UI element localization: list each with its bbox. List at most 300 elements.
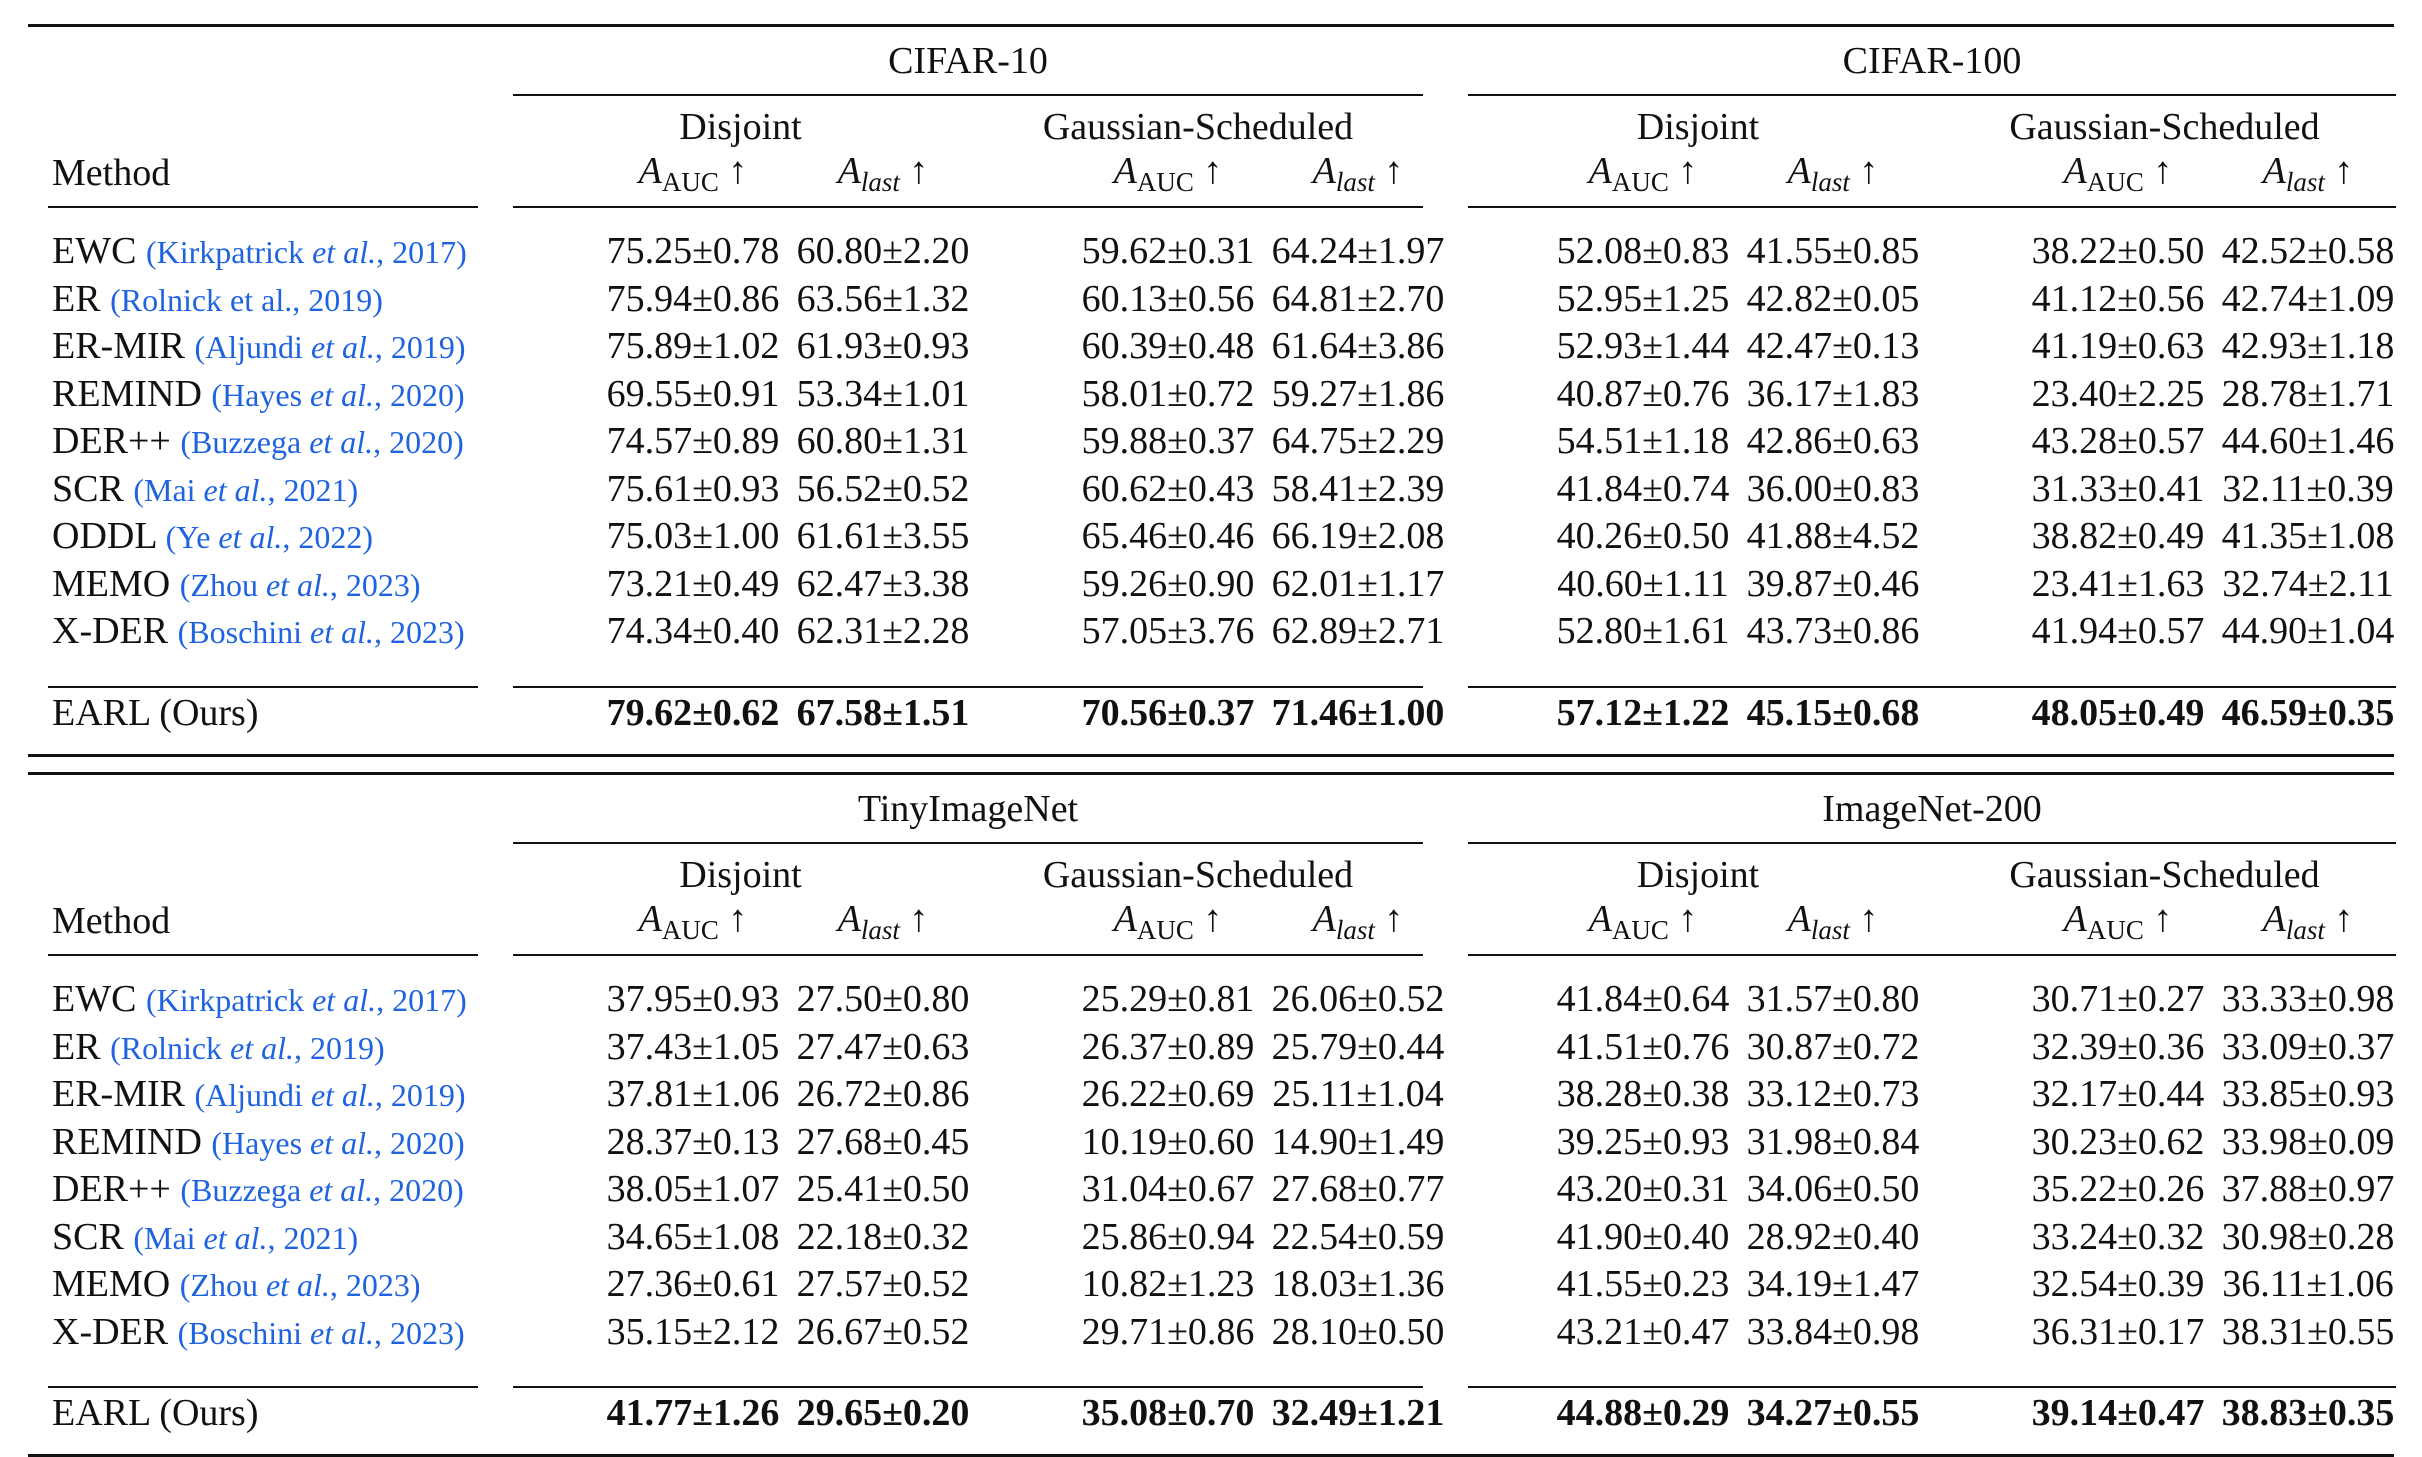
dataset-underline (1468, 94, 2396, 96)
value-cell: 34.19±1.47 (1746, 1263, 1920, 1305)
value-cell: 75.61±0.93 (606, 467, 780, 510)
value-cell: 26.37±0.89 (1081, 1025, 1255, 1068)
ours-rule-method (48, 686, 478, 688)
metric-subscript: AUC (2086, 915, 2144, 945)
metric-subscript: last (2285, 167, 2325, 197)
value-cell: 59.88±0.37 (1081, 420, 1255, 462)
citation-link[interactable] (195, 329, 466, 365)
ours-rule (1468, 1386, 2396, 1388)
citation-author: (Zhou (179, 1267, 266, 1303)
citation-link[interactable] (211, 377, 464, 413)
value-cell: 31.04±0.67 (1081, 1168, 1255, 1210)
method-name-cell (52, 232, 467, 270)
method-name: SCR (52, 1215, 124, 1258)
value-cell: 34.65±1.08 (606, 1215, 780, 1258)
metric-subscript: AUC (1136, 915, 1194, 945)
value-cell: 43.20±0.31 (1556, 1168, 1730, 1210)
metric-last-header (2218, 900, 2398, 944)
metric-subscript: AUC (1611, 915, 1669, 945)
ours-method-name: EARL (Ours) (52, 1392, 259, 1434)
citation-year: , 2020) (373, 1172, 464, 1208)
value-cell: 35.15±2.12 (606, 1310, 780, 1353)
value-cell: 41.51±0.76 (1556, 1025, 1730, 1068)
metric-symbol: A (1787, 898, 1811, 940)
value-cell: 64.81±2.70 (1271, 277, 1445, 320)
results-table-2 (28, 772, 2394, 1456)
metric-subscript: last (860, 167, 900, 197)
value-cell: 40.60±1.11 (1557, 562, 1729, 605)
method-name-cell (52, 277, 383, 320)
ours-rule (1468, 686, 2396, 688)
value-cell: 25.29±0.81 (1081, 978, 1255, 1020)
metric-symbol: A (2262, 898, 2286, 940)
method-name-cell (52, 1265, 421, 1303)
up-arrow-icon: ↑ (1203, 150, 1223, 192)
citation-link[interactable] (180, 1267, 421, 1303)
value-cell: 59.27±1.86 (1271, 372, 1445, 415)
setting-label: Disjoint (679, 854, 802, 896)
method-name: ER (52, 277, 101, 320)
value-cell: 41.19±0.63 (2031, 325, 2205, 367)
citation-link[interactable] (180, 424, 463, 460)
ours-value-cell: 35.08±0.70 (1081, 1392, 1255, 1434)
citation-etal: et al. (309, 424, 374, 460)
value-cell: 41.84±0.64 (1556, 978, 1730, 1020)
value-cell: 39.87±0.46 (1746, 562, 1920, 605)
metric-auc-header (603, 900, 783, 944)
citation-author: (Aljundi (194, 1077, 311, 1113)
citation-year: , 2023) (374, 1314, 465, 1351)
value-cell: 38.82±0.49 (2031, 515, 2205, 557)
value-cell: 23.40±2.25 (2031, 372, 2205, 415)
method-name-cell (52, 517, 373, 555)
value-cell: 38.22±0.50 (2031, 230, 2205, 272)
citation-author: (Zhou (179, 566, 266, 603)
metric-auc-header (1553, 900, 1733, 944)
up-arrow-icon: ↑ (2334, 150, 2354, 192)
value-cell: 33.24±0.32 (2031, 1215, 2205, 1258)
up-arrow-icon: ↑ (909, 898, 929, 940)
citation-year: , 2020) (374, 376, 465, 413)
citation-link[interactable] (180, 1172, 463, 1208)
setting-label: Gaussian-Scheduled (1042, 106, 1354, 148)
method-name: DER++ (52, 420, 171, 462)
method-name-cell (52, 980, 467, 1018)
up-arrow-icon: ↑ (1859, 898, 1879, 940)
up-arrow-icon: ↑ (1384, 898, 1404, 940)
value-cell: 62.01±1.17 (1271, 562, 1445, 605)
citation-author: (Buzzega (180, 424, 310, 460)
citation-year: , 2019) (294, 1029, 385, 1066)
value-cell: 30.23±0.62 (2031, 1120, 2205, 1163)
method-name: SCR (52, 467, 124, 510)
value-cell: 52.08±0.83 (1556, 230, 1730, 272)
value-cell: 75.03±1.00 (606, 515, 780, 557)
citation-year: , 2023) (329, 566, 421, 603)
metric-subscript: AUC (661, 915, 719, 945)
citation-author: (Mai (133, 1219, 204, 1256)
metric-symbol: A (2262, 150, 2286, 192)
value-cell: 36.17±1.83 (1746, 372, 1920, 415)
value-cell: 59.62±0.31 (1081, 230, 1255, 272)
citation-link[interactable] (178, 614, 465, 650)
value-cell: 41.94±0.57 (2031, 610, 2205, 652)
method-header: Method (52, 900, 171, 942)
value-cell: 69.55±0.91 (606, 372, 780, 415)
value-cell: 38.31±0.55 (2221, 1310, 2395, 1353)
value-cell: 28.37±0.13 (606, 1120, 780, 1163)
value-cell: 41.90±0.40 (1556, 1215, 1730, 1258)
metric-subscript: last (1810, 915, 1850, 945)
value-cell: 66.19±2.08 (1271, 515, 1445, 557)
metric-symbol: A (1113, 898, 1137, 940)
citation-year: , 2021) (267, 1219, 359, 1256)
value-cell: 60.80±2.20 (796, 230, 970, 272)
value-cell: 31.33±0.41 (2031, 467, 2205, 510)
value-cell: 41.55±0.23 (1556, 1263, 1730, 1305)
citation-author: (Mai (133, 471, 204, 508)
value-cell: 32.74±2.11 (2222, 562, 2394, 605)
ours-value-cell: 45.15±0.68 (1746, 691, 1920, 734)
citation-year: , 2020) (374, 1124, 465, 1161)
value-cell: 59.26±0.90 (1081, 562, 1255, 605)
method-name-cell (52, 1310, 465, 1353)
value-cell: 44.60±1.46 (2221, 420, 2395, 462)
metric-subscript: AUC (1611, 167, 1669, 197)
value-cell: 32.54±0.39 (2031, 1263, 2205, 1305)
value-cell: 36.00±0.83 (1746, 467, 1920, 510)
citation-author: (Kirkpatrick (145, 234, 313, 270)
value-cell: 60.39±0.48 (1081, 325, 1255, 367)
metric-auc-header (1553, 152, 1733, 196)
method-name-cell (52, 562, 421, 605)
metric-auc-header (603, 152, 783, 196)
value-cell: 25.11±1.04 (1272, 1073, 1444, 1115)
value-cell: 75.89±1.02 (606, 325, 780, 367)
dataset-title: ImageNet-200 (1822, 788, 2042, 830)
ours-value-cell: 44.88±0.29 (1556, 1392, 1730, 1434)
ours-value-cell: 48.05±0.49 (2031, 691, 2205, 734)
ours-value-cell: 71.46±1.00 (1271, 691, 1445, 734)
citation-link[interactable] (178, 1315, 465, 1351)
metric-subscript: AUC (661, 167, 719, 197)
metric-symbol: A (1588, 898, 1612, 940)
citation-etal: et al. (310, 1124, 374, 1161)
method-name: ODDL (52, 515, 157, 557)
metric-symbol: A (638, 150, 662, 192)
citation-etal: et al. (203, 471, 268, 508)
value-cell: 42.82±0.05 (1746, 277, 1920, 320)
citation-link[interactable] (180, 567, 421, 603)
metric-auc-header (1078, 900, 1258, 944)
value-cell: 44.90±1.04 (2221, 610, 2395, 652)
value-cell: 22.18±0.32 (796, 1215, 970, 1258)
citation-link[interactable] (146, 982, 467, 1018)
metric-auc-header (2028, 900, 2208, 944)
setting-label: Disjoint (1636, 854, 1760, 896)
value-cell: 41.12±0.56 (2031, 277, 2205, 320)
method-name: X-DER (52, 1310, 169, 1353)
value-cell: 33.85±0.93 (2221, 1073, 2395, 1115)
value-cell: 32.39±0.36 (2031, 1025, 2205, 1068)
value-cell: 37.81±1.06 (606, 1073, 780, 1115)
value-cell: 22.54±0.59 (1271, 1215, 1445, 1258)
citation-link[interactable] (211, 1125, 464, 1161)
up-arrow-icon: ↑ (1859, 150, 1879, 192)
ours-value-cell: 67.58±1.51 (796, 691, 970, 734)
method-name: ER (52, 1025, 101, 1068)
value-cell: 58.01±0.72 (1081, 372, 1255, 415)
value-cell: 26.22±0.69 (1081, 1073, 1255, 1115)
method-name-cell (52, 372, 465, 415)
dataset-title: CIFAR-10 (888, 40, 1048, 82)
value-cell: 37.43±1.05 (606, 1025, 780, 1068)
value-cell: 42.74±1.09 (2221, 277, 2395, 320)
up-arrow-icon: ↑ (728, 898, 748, 940)
citation-etal: et al. (265, 1267, 330, 1303)
citation-link[interactable] (166, 519, 373, 555)
citation-link[interactable] (110, 282, 383, 318)
metric-symbol: A (1312, 150, 1336, 192)
method-name-cell (52, 422, 464, 460)
value-cell: 54.51±1.18 (1556, 420, 1730, 462)
up-arrow-icon: ↑ (909, 150, 929, 192)
metric-subscript: AUC (1136, 167, 1194, 197)
method-name: MEMO (52, 1263, 171, 1305)
metric-symbol: A (2063, 898, 2087, 940)
citation-year: , 2017) (376, 234, 467, 270)
value-cell: 32.17±0.44 (2031, 1073, 2205, 1115)
header-rule (513, 954, 1423, 956)
method-name: EWC (52, 978, 137, 1020)
citation-etal: et al. (310, 329, 375, 365)
value-cell: 27.57±0.52 (796, 1263, 970, 1305)
value-cell: 32.11±0.39 (2222, 467, 2394, 510)
up-arrow-icon: ↑ (1678, 898, 1698, 940)
value-cell: 23.41±1.63 (2031, 562, 2205, 605)
citation-link[interactable] (110, 1030, 385, 1066)
value-cell: 73.21±0.49 (606, 562, 780, 605)
value-cell: 52.80±1.61 (1556, 610, 1730, 652)
citation-year: , 2022) (282, 519, 374, 555)
value-cell: 10.82±1.23 (1081, 1263, 1255, 1305)
value-cell: 30.98±0.28 (2221, 1215, 2395, 1258)
citation-link[interactable] (133, 472, 358, 508)
value-cell: 30.87±0.72 (1746, 1025, 1920, 1068)
citation-link[interactable] (195, 1077, 466, 1113)
citation-etal: et al. (310, 1314, 375, 1351)
citation-link[interactable] (146, 234, 467, 270)
value-cell: 43.73±0.86 (1746, 610, 1920, 652)
metric-subscript: last (1335, 915, 1375, 945)
ours-value-cell: 39.14±0.47 (2031, 1392, 2205, 1434)
value-cell: 60.62±0.43 (1081, 467, 1255, 510)
value-cell: 41.35±1.08 (2221, 515, 2395, 557)
metric-subscript: last (860, 915, 900, 945)
value-cell: 40.87±0.76 (1556, 372, 1730, 415)
up-arrow-icon: ↑ (2153, 150, 2173, 192)
citation-author: (Hayes (211, 1124, 311, 1161)
method-name: X-DER (52, 610, 169, 652)
citation-year: , 2017) (376, 982, 467, 1018)
value-cell: 57.05±3.76 (1081, 610, 1255, 652)
value-cell: 37.95±0.93 (606, 978, 780, 1020)
value-cell: 36.11±1.06 (2222, 1263, 2394, 1305)
up-arrow-icon: ↑ (1384, 150, 1404, 192)
value-cell: 34.06±0.50 (1746, 1168, 1920, 1210)
ours-value-cell: 32.49±1.21 (1271, 1392, 1445, 1434)
value-cell: 62.89±2.71 (1271, 610, 1445, 652)
method-name: ER-MIR (52, 1073, 185, 1115)
value-cell: 30.71±0.27 (2031, 978, 2205, 1020)
value-cell: 60.80±1.31 (796, 420, 970, 462)
value-cell: 18.03±1.36 (1271, 1263, 1445, 1305)
metric-auc-header (2028, 152, 2208, 196)
setting-label: Disjoint (679, 106, 802, 148)
value-cell: 41.84±0.74 (1556, 467, 1730, 510)
value-cell: 35.22±0.26 (2031, 1168, 2205, 1210)
value-cell: 63.56±1.32 (796, 277, 970, 320)
value-cell: 43.21±0.47 (1556, 1310, 1730, 1353)
ours-value-cell: 57.12±1.22 (1556, 691, 1730, 734)
value-cell: 33.33±0.98 (2221, 978, 2395, 1020)
up-arrow-icon: ↑ (2153, 898, 2173, 940)
value-cell: 56.52±0.52 (796, 467, 970, 510)
citation-etal: et al. (310, 614, 375, 650)
value-cell: 74.57±0.89 (606, 420, 780, 462)
up-arrow-icon: ↑ (1678, 150, 1698, 192)
dataset-underline (513, 842, 1423, 844)
value-cell: 52.93±1.44 (1556, 325, 1730, 367)
value-cell: 27.50±0.80 (796, 978, 970, 1020)
value-cell: 42.93±1.18 (2221, 325, 2395, 367)
method-name-cell (52, 1215, 359, 1258)
value-cell: 29.71±0.86 (1081, 1310, 1255, 1353)
value-cell: 25.86±0.94 (1081, 1215, 1255, 1258)
value-cell: 53.34±1.01 (796, 372, 970, 415)
metric-symbol: A (2063, 150, 2087, 192)
method-name: REMIND (52, 1120, 202, 1163)
metric-symbol: A (1113, 150, 1137, 192)
value-cell: 75.25±0.78 (606, 230, 780, 272)
citation-year: , 2019) (374, 1077, 466, 1113)
citation-etal: et al. (310, 1077, 375, 1113)
up-arrow-icon: ↑ (2334, 898, 2354, 940)
citation-author: (Rolnick et al., 2019) (110, 281, 383, 318)
up-arrow-icon: ↑ (728, 150, 748, 192)
metric-last-header (2218, 152, 2398, 196)
citation-author: (Kirkpatrick (145, 982, 313, 1018)
value-cell: 27.47±0.63 (796, 1025, 970, 1068)
value-cell: 27.68±0.77 (1271, 1168, 1445, 1210)
metric-subscript: last (1335, 167, 1375, 197)
value-cell: 31.57±0.80 (1746, 978, 1920, 1020)
value-cell: 61.61±3.55 (796, 515, 970, 557)
citation-author: (Buzzega (180, 1172, 310, 1208)
value-cell: 26.67±0.52 (796, 1310, 970, 1353)
citation-etal: et al. (312, 234, 377, 270)
method-name-cell (52, 327, 466, 365)
ours-value-cell: 70.56±0.37 (1081, 691, 1255, 734)
metric-symbol: A (837, 898, 861, 940)
citation-year: , 2023) (329, 1267, 421, 1303)
value-cell: 74.34±0.40 (606, 610, 780, 652)
metric-last-header (793, 900, 973, 944)
top-rule (28, 772, 2394, 775)
metric-subscript: last (2285, 915, 2325, 945)
metric-last-header (1743, 152, 1923, 196)
method-name: DER++ (52, 1168, 171, 1210)
dataset-underline (513, 94, 1423, 96)
value-cell: 33.84±0.98 (1746, 1310, 1920, 1353)
top-rule (28, 24, 2394, 27)
ours-rule (513, 1386, 1423, 1388)
setting-label: Gaussian-Scheduled (2009, 106, 2320, 148)
ours-value-cell: 79.62±0.62 (606, 691, 780, 734)
value-cell: 52.95±1.25 (1556, 277, 1730, 320)
value-cell: 61.93±0.93 (796, 325, 970, 367)
header-rule-method (48, 206, 478, 208)
metric-last-header (793, 152, 973, 196)
header-rule (513, 206, 1423, 208)
value-cell: 28.10±0.50 (1271, 1310, 1445, 1353)
header-rule (1468, 206, 2396, 208)
ours-rule-method (48, 1386, 478, 1388)
value-cell: 27.36±0.61 (606, 1263, 780, 1305)
setting-label: Gaussian-Scheduled (1042, 854, 1354, 896)
citation-link[interactable] (133, 1220, 358, 1256)
value-cell: 33.98±0.09 (2221, 1120, 2395, 1163)
value-cell: 37.88±0.97 (2221, 1168, 2395, 1210)
method-name: MEMO (52, 562, 171, 605)
value-cell: 25.41±0.50 (796, 1168, 970, 1210)
method-name-cell (52, 1075, 466, 1113)
method-name-cell (52, 1120, 465, 1163)
citation-author: (Boschini (177, 1314, 311, 1351)
dataset-underline (1468, 842, 2396, 844)
citation-author: (Ye (165, 519, 219, 555)
value-cell: 26.06±0.52 (1271, 978, 1445, 1020)
ours-value-cell: 41.77±1.26 (606, 1392, 780, 1434)
citation-etal: et al. (312, 982, 377, 1018)
citation-year: , 2023) (374, 614, 465, 650)
value-cell: 62.47±3.38 (796, 562, 970, 605)
metric-subscript: AUC (2086, 167, 2144, 197)
metric-symbol: A (1588, 150, 1612, 192)
value-cell: 26.72±0.86 (796, 1073, 970, 1115)
value-cell: 64.75±2.29 (1271, 420, 1445, 462)
citation-etal: et al. (310, 376, 374, 413)
value-cell: 25.79±0.44 (1271, 1025, 1445, 1068)
value-cell: 62.31±2.28 (796, 610, 970, 652)
citation-author: (Hayes (211, 376, 311, 413)
citation-etal: et al. (265, 566, 330, 603)
ours-value-cell: 46.59±0.35 (2221, 691, 2395, 734)
citation-etal: et al. (203, 1219, 268, 1256)
value-cell: 28.92±0.40 (1746, 1215, 1920, 1258)
value-cell: 58.41±2.39 (1271, 467, 1445, 510)
citation-year: , 2020) (373, 424, 464, 460)
setting-label: Gaussian-Scheduled (2009, 854, 2320, 896)
value-cell: 41.88±4.52 (1746, 515, 1920, 557)
citation-year: , 2019) (374, 329, 466, 365)
citation-etal: et al. (309, 1172, 374, 1208)
header-rule (1468, 954, 2396, 956)
value-cell: 60.13±0.56 (1081, 277, 1255, 320)
bottom-rule (28, 754, 2394, 757)
value-cell: 41.55±0.85 (1746, 230, 1920, 272)
setting-label: Disjoint (1636, 106, 1760, 148)
